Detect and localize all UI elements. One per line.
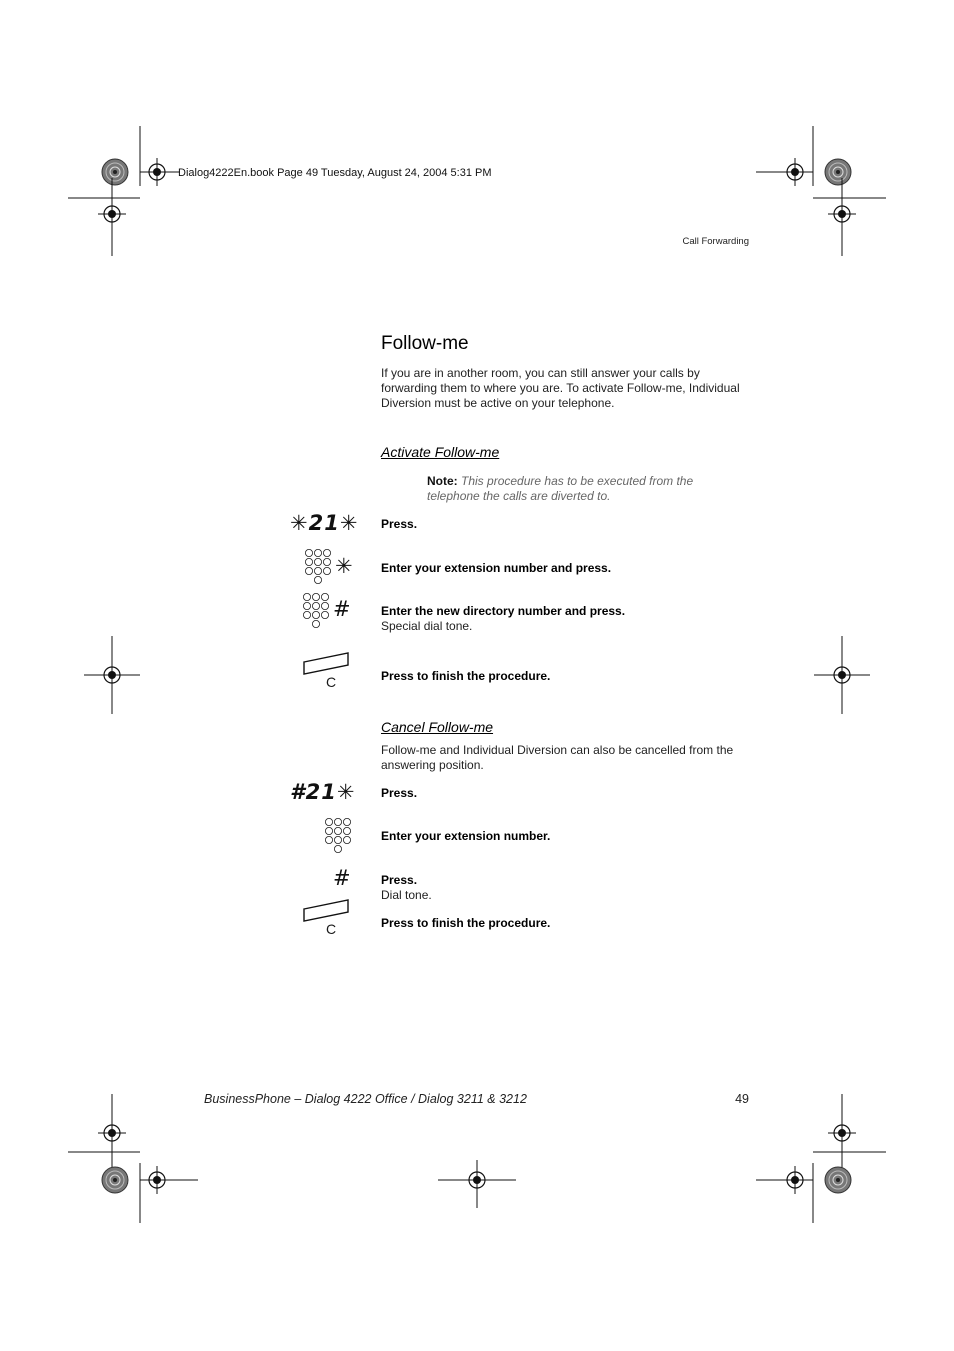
hash-21-star-code: #21✳ — [290, 780, 356, 804]
step-instruction: Enter your extension number. — [381, 829, 551, 843]
step-text — [381, 517, 417, 532]
step-text — [381, 916, 550, 931]
note — [427, 474, 727, 504]
page-title: Follow-me — [381, 333, 469, 354]
hash-icon: # — [333, 866, 351, 890]
cancel-heading: Cancel Follow-me — [381, 719, 494, 735]
section-label: Call Forwarding — [682, 236, 749, 247]
activate-heading: Activate Follow-me — [381, 444, 500, 460]
step-instruction: Press to finish the procedure. — [381, 916, 551, 930]
step-instruction: Press. — [381, 873, 418, 887]
step-text — [381, 604, 625, 634]
step-text — [381, 669, 550, 684]
step-instruction: Press. — [381, 786, 418, 800]
step-instruction: Press to finish the procedure. — [381, 669, 551, 683]
footer-title: BusinessPhone – Dialog 4222 Office / Dialog 3211 & 3212 — [204, 1092, 527, 1106]
star-icon: ✳ — [335, 554, 353, 578]
step-result: Special dial tone. — [381, 619, 473, 633]
step-text — [381, 829, 550, 844]
step-instruction: Enter the new directory number and press. — [381, 604, 626, 618]
cancel-intro: Follow-me and Individual Diversion can also be cancelled from the answering position. — [381, 743, 734, 772]
step-instruction: Press. — [381, 517, 418, 531]
intro-paragraph: If you are in another room, you can still answer your calls by forwarding them to where you are. To activate Follow-me, Individual Diversion must be active on your telephone. — [381, 366, 740, 410]
hash-icon: # — [333, 597, 351, 621]
step-instruction: Enter your extension number and press. — [381, 561, 612, 575]
step-result: Dial tone. — [381, 888, 432, 902]
step-text — [381, 786, 417, 801]
page-number: 49 — [735, 1092, 749, 1106]
print-info-line: Dialog4222En.book Page 49 Tuesday, August 24, 2004 5:31 PM — [178, 167, 492, 179]
clear-key-label: C — [326, 674, 337, 690]
step-text — [381, 873, 432, 903]
note-text: This procedure has to be executed from the telephone the calls are diverted to. — [427, 474, 694, 503]
note-label: Note: — [427, 474, 458, 488]
clear-key-label: C — [326, 921, 337, 937]
star-21-star-code: ✳21✳ — [290, 511, 359, 535]
step-text — [381, 561, 611, 576]
